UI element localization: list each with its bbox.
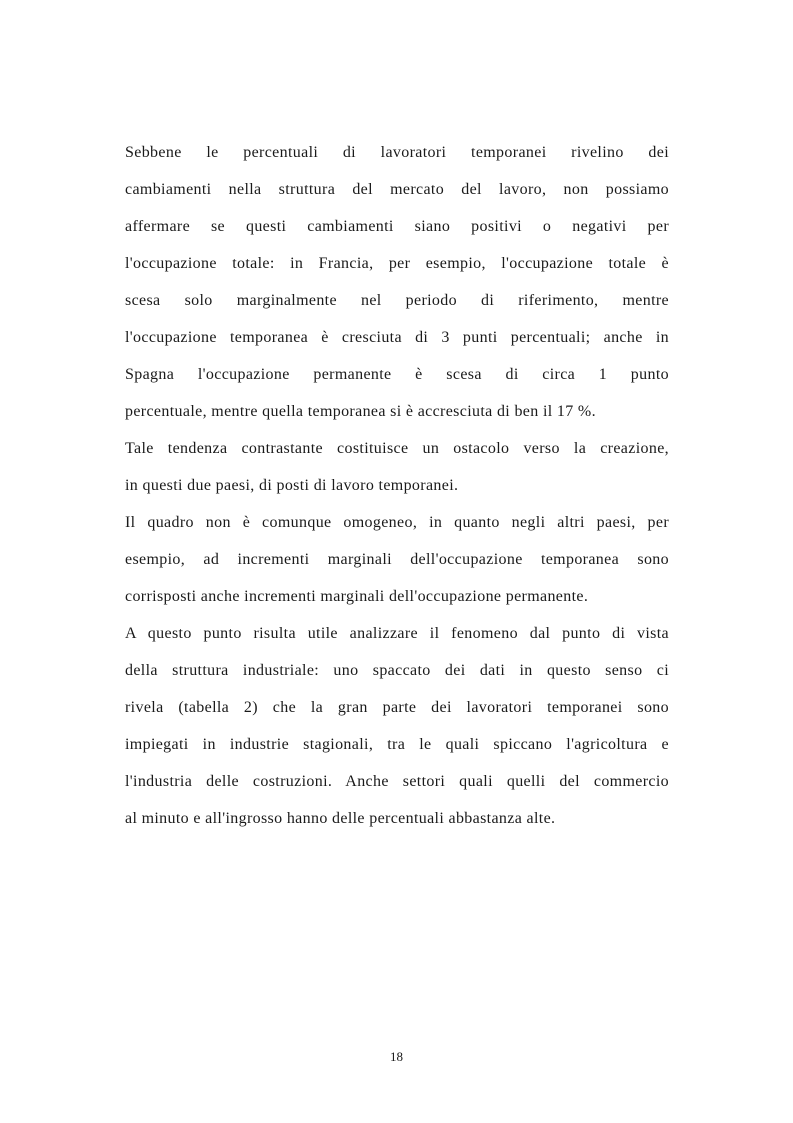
text-line: l'occupazione temporanea è cresciuta di 3 punti percentuali; anche in <box>125 329 669 346</box>
text-line: corrisposti anche incrementi marginali dell'occupazione permanente. <box>125 588 589 605</box>
text-line: affermare se questi cambiamenti siano positivi o negativi per <box>125 218 669 235</box>
text-line: l'occupazione totale: in Francia, per esempio, l'occupazione totale è <box>125 255 669 272</box>
text-line: in questi due paesi, di posti di lavoro temporanei. <box>125 477 459 494</box>
text-line: della struttura industriale: uno spaccato dei dati in questo senso ci <box>125 662 669 679</box>
text-line: impiegati in industrie stagionali, tra le quali spiccano l'agricoltura e <box>125 736 669 753</box>
text-line: Tale tendenza contrastante costituisce un ostacolo verso la creazione, <box>125 440 669 457</box>
text-line: l'industria delle costruzioni. Anche settori quali quelli del commercio <box>125 773 669 790</box>
text-line: rivela (tabella 2) che la gran parte dei lavoratori temporanei sono <box>125 699 669 716</box>
text-line: al minuto e all'ingrosso hanno delle percentuali abbastanza alte. <box>125 810 556 827</box>
text-line: cambiamenti nella struttura del mercato del lavoro, non possiamo <box>125 181 669 198</box>
text-line: esempio, ad incrementi marginali dell'occupazione temporanea sono <box>125 551 669 568</box>
text-line: Il quadro non è comunque omogeneo, in quanto negli altri paesi, per <box>125 514 669 531</box>
text-line: scesa solo marginalmente nel periodo di riferimento, mentre <box>125 292 669 309</box>
text-line: A questo punto risulta utile analizzare il fenomeno dal punto di vista <box>125 625 669 642</box>
body-text <box>125 138 669 841</box>
text-line: Spagna l'occupazione permanente è scesa di circa 1 punto <box>125 366 669 383</box>
text-line: percentuale, mentre quella temporanea si è accresciuta di ben il 17 %. <box>125 403 596 420</box>
text-line: Sebbene le percentuali di lavoratori temporanei rivelino dei <box>125 144 669 161</box>
page-number: 18 <box>390 1049 403 1064</box>
